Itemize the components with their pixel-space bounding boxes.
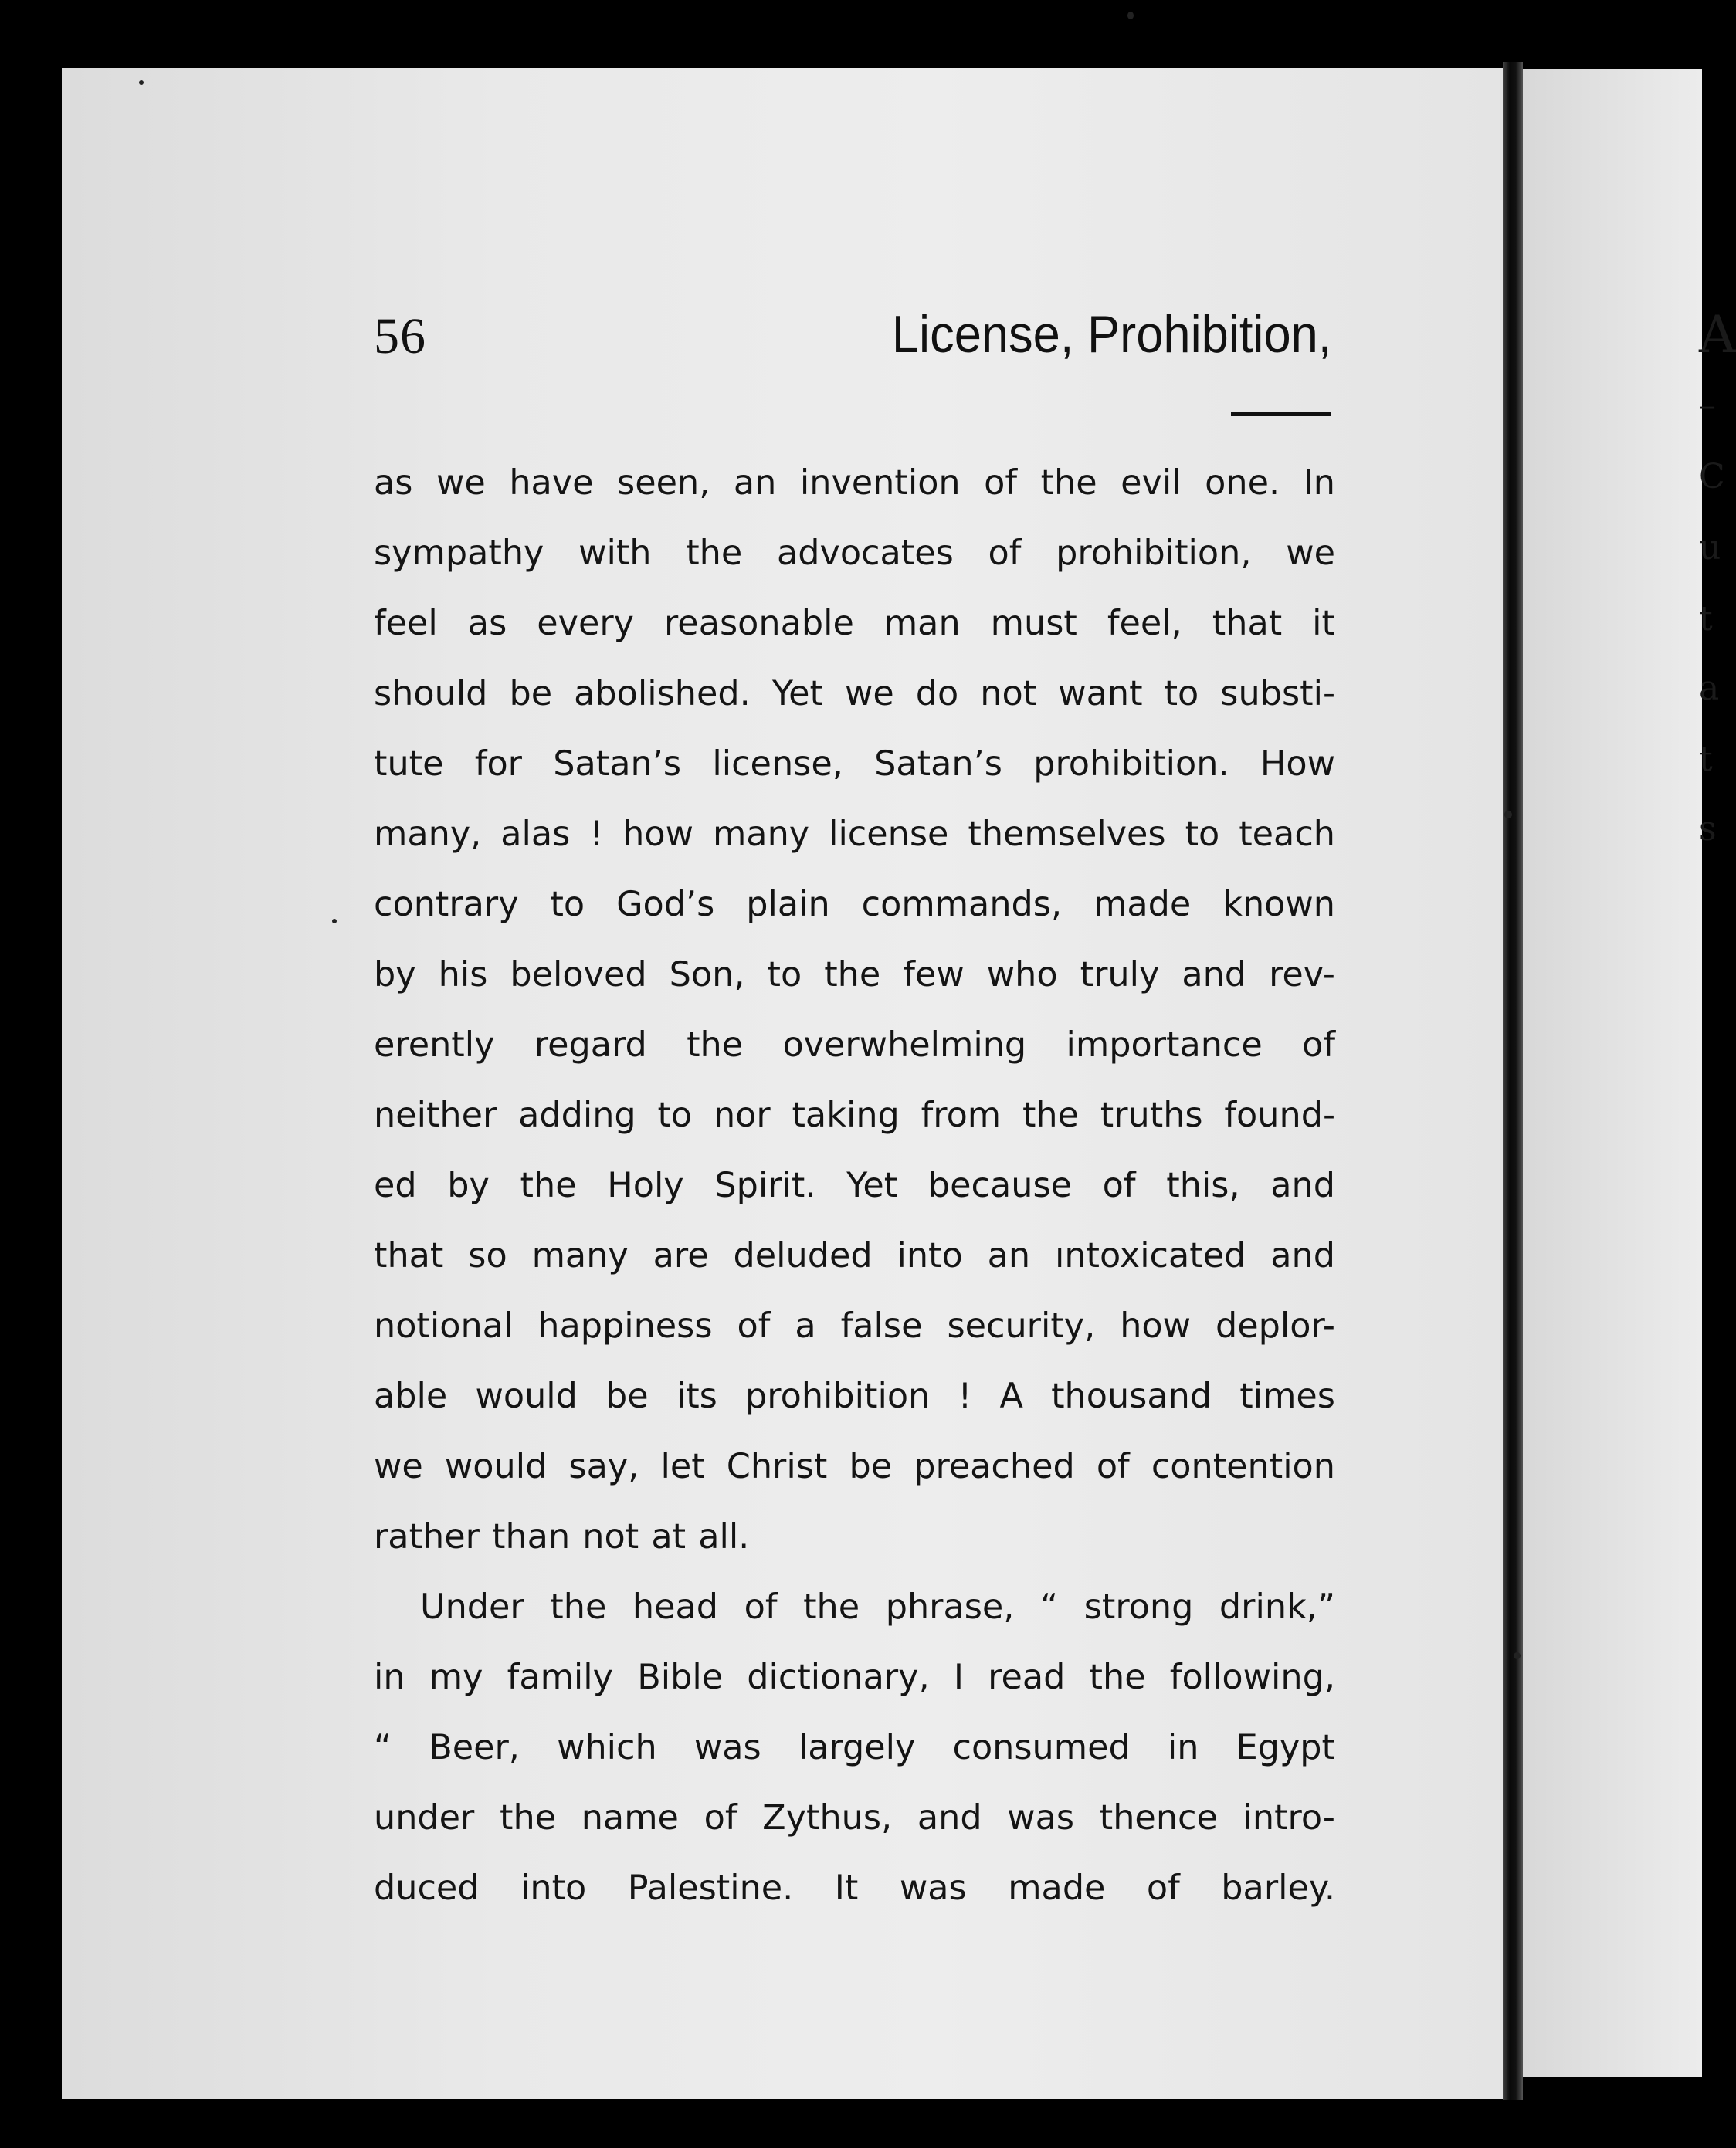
facing-page-glyph: t: [1699, 740, 1713, 779]
running-title: License, Prohibition,: [891, 305, 1331, 364]
text-line: in my family Bible dictionary, I read the following,: [374, 1658, 1335, 1697]
text-line: should be abolished. Yet we do not want to substi-: [374, 674, 1335, 713]
text-line: contrary to God’s plain commands, made known: [374, 885, 1335, 924]
text-line: Under the head of the phrase, “ strong drink,”: [420, 1587, 1335, 1627]
facing-page-glyph: t: [1699, 599, 1713, 639]
scan-speck: [139, 80, 144, 85]
facing-page-edge: [1523, 69, 1702, 2077]
text-line: sympathy with the advocates of prohibition, we: [374, 534, 1335, 573]
text-line: by his beloved Son, to the few who truly and rev-: [374, 955, 1335, 994]
text-line: ed by the Holy Spirit. Yet because of this, and: [374, 1166, 1335, 1205]
facing-page-glyph: C: [1699, 457, 1725, 496]
scan-speck: [1504, 811, 1512, 818]
page-number: 56: [374, 308, 426, 364]
scan-speck: [332, 919, 337, 923]
text-line: “ Beer, which was largely consumed in Egypt: [374, 1728, 1335, 1767]
text-line: as we have seen, an invention of the evil one. In: [374, 463, 1335, 503]
facing-page-glyph: a: [1699, 669, 1720, 708]
text-line: under the name of Zythus, and was thence intro-: [374, 1798, 1335, 1838]
text-line: that so many are deluded into an ıntoxicated and: [374, 1236, 1335, 1276]
text-line: we would say, let Christ be preached of contention: [374, 1447, 1335, 1486]
body-text: [374, 448, 1335, 1923]
text-line: many, alas ! how many license themselves to teach: [374, 815, 1335, 854]
facing-page-glyph: –: [1699, 386, 1716, 425]
text-line: able would be its prohibition ! A thousand times: [374, 1377, 1335, 1416]
text-line: duced into Palestine. It was made of barley.: [374, 1868, 1335, 1908]
book-spine: [1503, 62, 1523, 2100]
text-line: feel as every reasonable man must feel, that it: [374, 604, 1335, 643]
text-line: erently regard the overwhelming importance of: [374, 1025, 1335, 1065]
facing-page-glyph: A: [1699, 305, 1736, 364]
text-line: rather than not at all.: [374, 1517, 750, 1557]
scan-speck: [1514, 1652, 1521, 1659]
header-rule: [1231, 412, 1331, 416]
facing-page-glyph: u: [1699, 528, 1721, 567]
scan-speck: [1127, 12, 1134, 19]
text-line: notional happiness of a false security, how deplor-: [374, 1306, 1335, 1346]
text-line: neither adding to nor taking from the truths found-: [374, 1096, 1335, 1135]
facing-page-glyph: s: [1699, 809, 1717, 849]
text-line: tute for Satan’s license, Satan’s prohibition. How: [374, 744, 1335, 784]
